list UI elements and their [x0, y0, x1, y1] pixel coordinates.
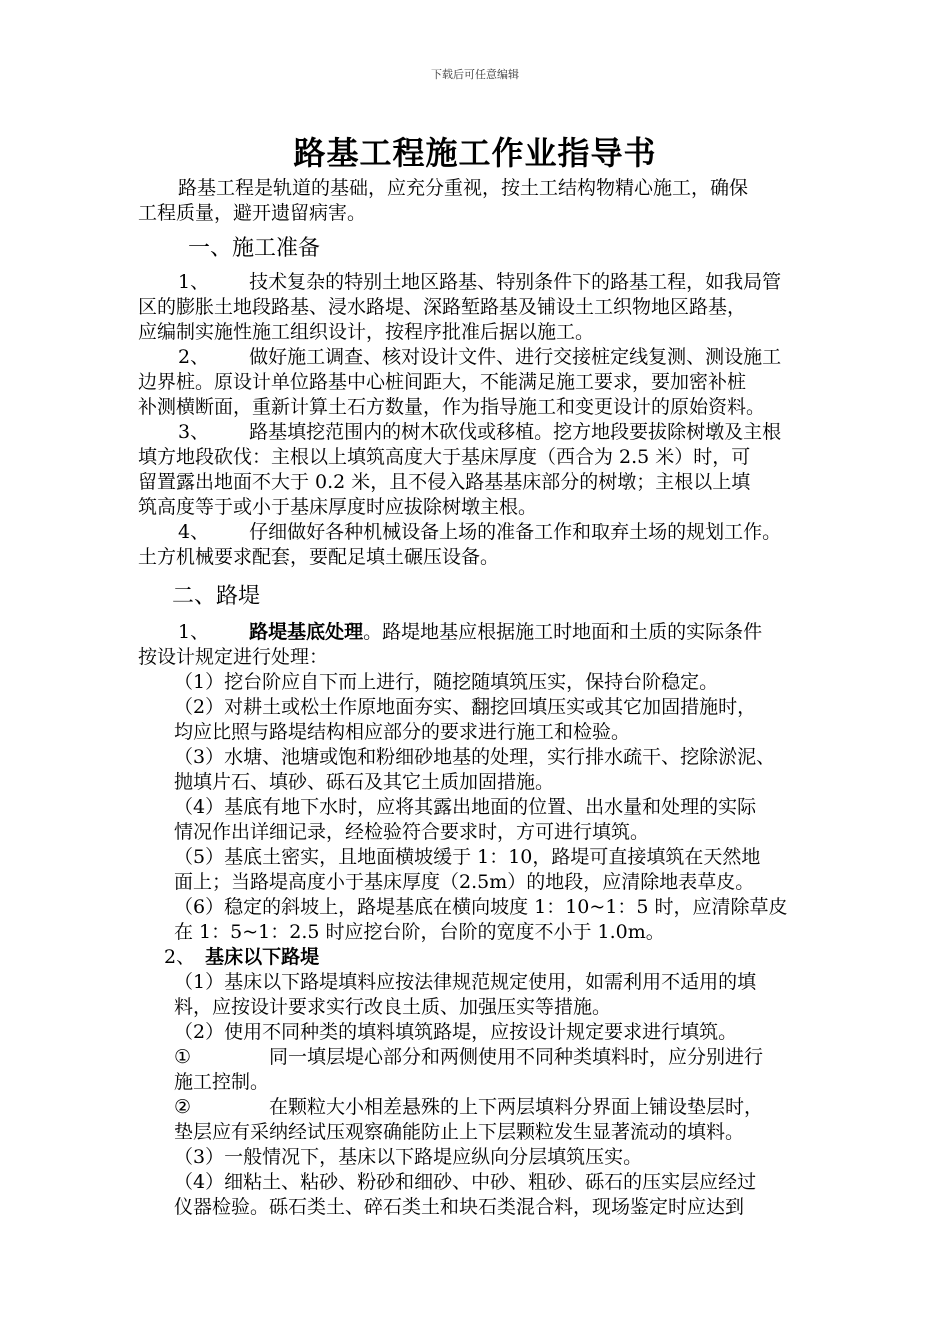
sub-item: （4）细粘土、粘砂、粉砂和细砂、中砂、粗砂、砾石的压实层应经过 — [174, 1171, 757, 1193]
sub-item: （1）基床以下路堤填料应按法律规范规定使用，如需利用不适用的填 — [174, 971, 757, 993]
sub-item-cont: 垫层应有采纳经试压观察确能防止上下层颗粒发生显著流动的填料。 — [174, 1121, 745, 1143]
sub-item-cont: 料，应按设计要求实行改良土质、加强压实等措施。 — [174, 996, 612, 1018]
item-text: 区的膨胀土地段路基、浸水路堤、深路堑路基及铺设土工织物地区路基， — [138, 296, 747, 318]
document-body — [138, 176, 868, 1220]
item-text: 路基填挖范围内的树木砍伐或移植。挖方地段要拔除树墩及主根 — [249, 421, 782, 443]
item-number: 1、 — [178, 271, 210, 293]
sub-item: （2）对耕土或松土作原地面夯实、翻挖回填压实或其它加固措施时， — [174, 696, 757, 718]
sub-item-cont: 施工控制。 — [174, 1071, 270, 1093]
item-text: 同一填层堤心部分和两侧使用不同种类填料时，应分别进行 — [269, 1046, 764, 1068]
intro-line: 路基工程是轨道的基础，应充分重视，按土工结构物精心施工，确保 — [178, 177, 749, 199]
intro-line: 工程质量，避开遗留病害。 — [138, 202, 367, 224]
list-item — [138, 345, 868, 370]
item-text: 填方地段砍伐：主根以上填筑高度大于基床厚度（西合为 2.5 米）时，可 — [138, 446, 751, 468]
list-item — [138, 270, 868, 295]
item-bold-title: 路堤基底处理 — [249, 621, 364, 643]
sub-item: （3）一般情况下，基床以下路堤应纵向分层填筑压实。 — [174, 1146, 643, 1168]
list-item — [138, 520, 868, 545]
section-heading: 二、路堤 — [172, 584, 261, 609]
item-text: 按设计规定进行处理： — [138, 646, 329, 668]
sub-item-cont: 面上；当路堤高度小于基床厚度（2.5m）的地段，应清除地表草皮。 — [174, 871, 755, 893]
item-bold-title: 基床以下路堤 — [205, 946, 320, 968]
section-heading: 一、施工准备 — [188, 236, 321, 261]
item-text: 。路堤地基应根据施工时地面和土质的实际条件 — [363, 621, 763, 643]
sub-item: （6）稳定的斜坡上，路堤基底在横向坡度 1：10~1：5 时，应清除草皮 — [174, 896, 788, 918]
sub-item: （3）水塘、池塘或饱和粉细砂地基的处理，实行排水疏干、挖除淤泥、 — [174, 746, 776, 768]
page-header: 下载后可任意编辑 — [431, 68, 519, 81]
sub-item-cont: 在 1：5~1：2.5 时应挖台阶，台阶的宽度不小于 1.0m。 — [174, 921, 665, 943]
item-text: 土方机械要求配套，要配足填土碾压设备。 — [138, 546, 500, 568]
document-title: 路基工程施工作业指导书 — [293, 134, 657, 172]
item-number: 1、 — [178, 621, 210, 643]
item-number: 2、 — [178, 346, 210, 368]
sub-item-cont: 均应比照与路堤结构相应部分的要求进行施工和检验。 — [174, 721, 631, 743]
sub-item-cont: 情况作出详细记录，经检验符合要求时，方可进行填筑。 — [174, 821, 650, 843]
sub-item-cont: 抛填片石、填砂、砾石及其它土质加固措施。 — [174, 771, 555, 793]
sub-item: （1）挖台阶应自下而上进行，随挖随填筑压实，保持台阶稳定。 — [174, 671, 719, 693]
item-text: 技术复杂的特别土地区路基、特别条件下的路基工程，如我局管 — [249, 271, 782, 293]
sub-item-cont: 仪器检验。砾石类土、碎石类土和块石类混合料，现场鉴定时应达到 — [174, 1196, 745, 1218]
list-item — [138, 945, 868, 970]
sub-item: （5）基底土密实，且地面横坡缓于 1：10，路堤可直接填筑在天然地 — [174, 846, 761, 868]
sub-item: （2）使用不同种类的填料填筑路堤，应按设计规定要求进行填筑。 — [174, 1021, 738, 1043]
circled-mark: ② — [174, 1096, 192, 1118]
item-text: 筑高度等于或小于基床厚度时应拔除树墩主根。 — [138, 496, 538, 518]
sub-item: （4）基底有地下水时，应将其露出地面的位置、出水量和处理的实际 — [174, 796, 757, 818]
item-text: 仔细做好各种机械设备上场的准备工作和取弃土场的规划工作。 — [249, 521, 782, 543]
item-text: 补测横断面，重新计算土石方数量，作为指导施工和变更设计的原始资料。 — [138, 396, 766, 418]
item-text: 在颗粒大小相差悬殊的上下两层填料分界面上铺设垫层时， — [269, 1096, 764, 1118]
item-text: 应编制实施性施工组织设计，按程序批准后据以施工。 — [138, 321, 595, 343]
item-number: 3、 — [178, 421, 210, 443]
item-text: 做好施工调查、核对设计文件、进行交接桩定线复测、测设施工 — [249, 346, 782, 368]
item-text: 留置露出地面不大于 0.2 米，且不侵入路基基床部分的树墩；主根以上填 — [138, 471, 751, 493]
item-number: 4、 — [178, 521, 210, 543]
circled-item — [138, 1045, 868, 1070]
list-item — [138, 620, 868, 645]
list-item — [138, 420, 868, 445]
item-number: 2、 — [164, 946, 196, 968]
circled-item — [138, 1095, 868, 1120]
item-text: 边界桩。原设计单位路基中心桩间距大，不能满足施工要求，要加密补桩 — [138, 371, 747, 393]
circled-mark: ① — [174, 1046, 192, 1068]
